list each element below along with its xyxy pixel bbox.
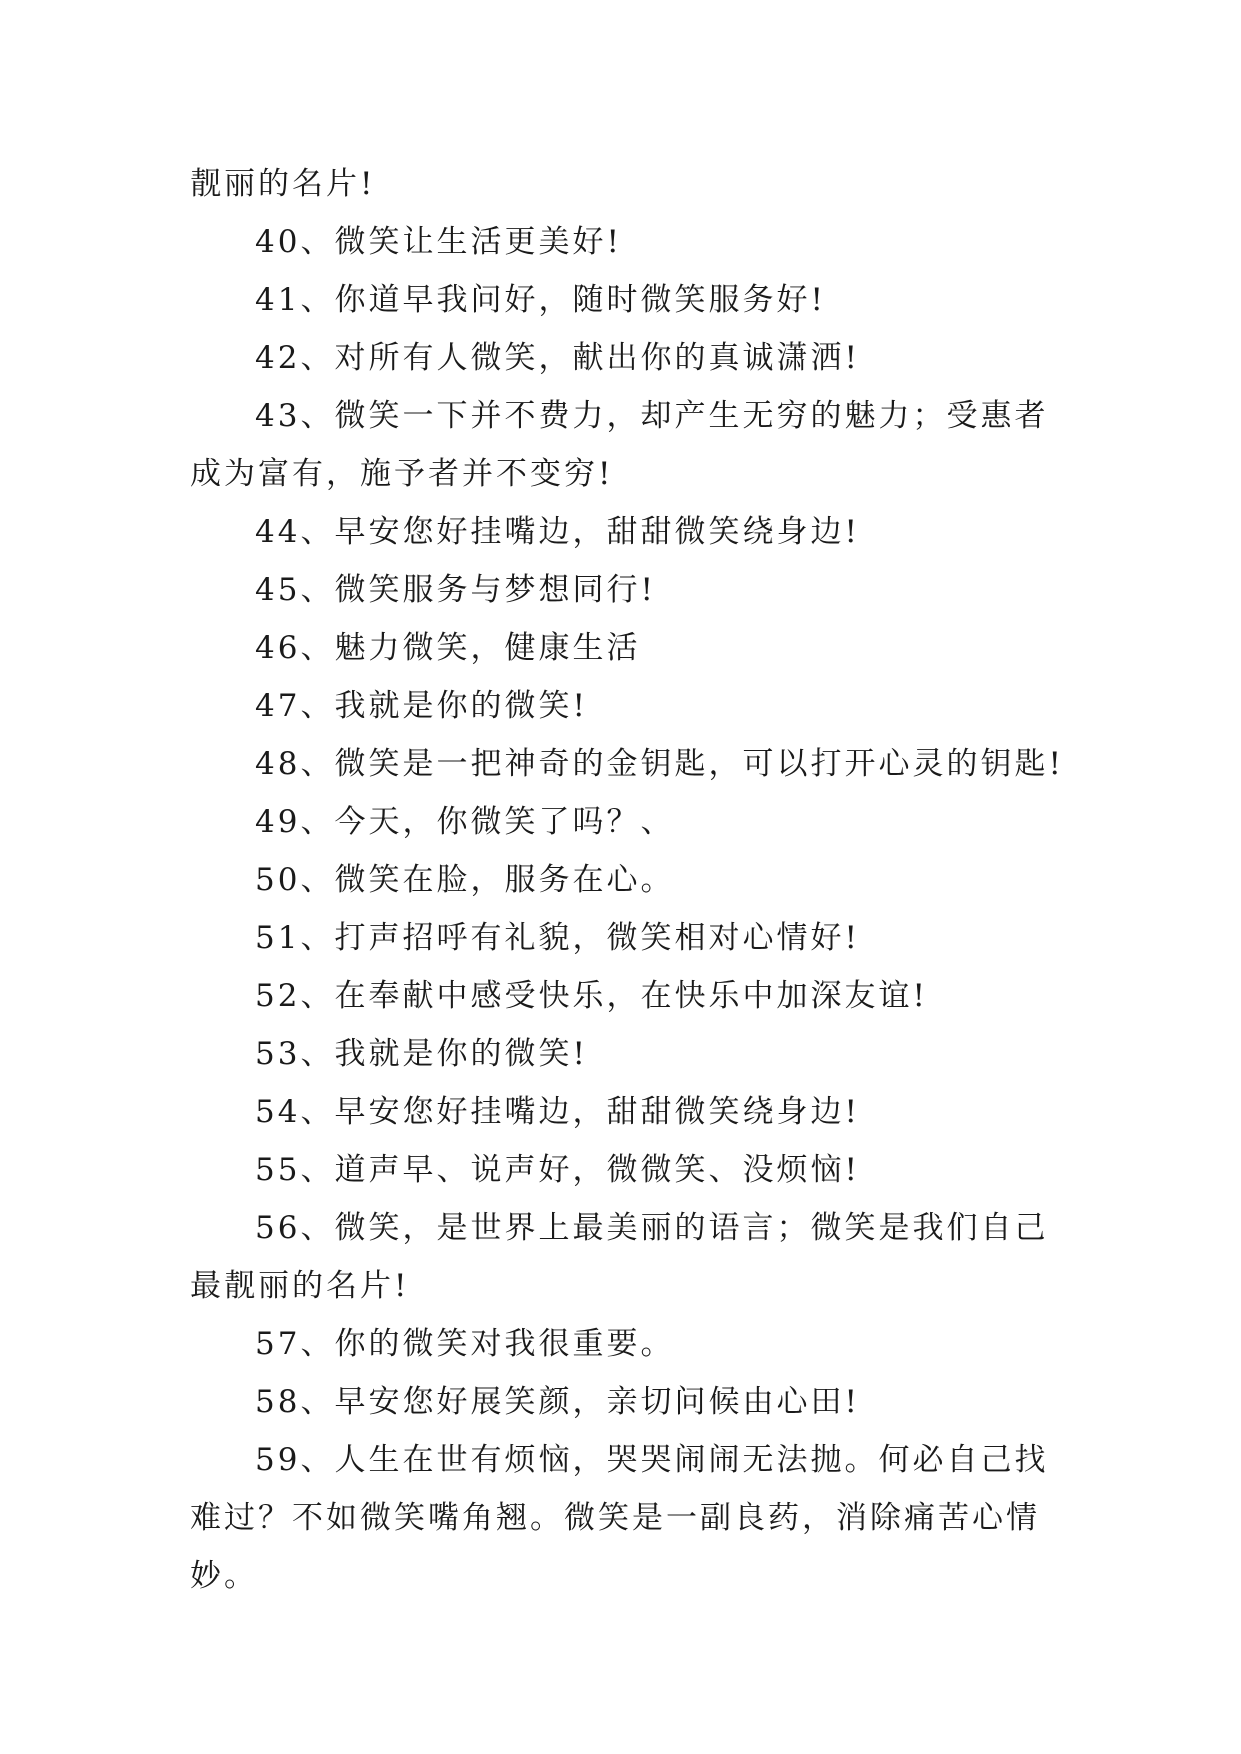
paragraph: 59、人生在世有烦恼，哭哭闹闹无法抛。何必自己找难过？不如微笑嘴角翘。微笑是一副良药，消除痛苦心情妙。 [190, 1442, 1049, 1594]
paragraph: 54、早安您好挂嘴边，甜甜微笑绕身边! [255, 1094, 860, 1130]
paragraph: 53、我就是你的微笑! [255, 1036, 588, 1072]
paragraph: 46、魅力微笑，健康生活 [255, 630, 641, 666]
paragraph: 41、你道早我问好，随时微笑服务好! [255, 282, 826, 318]
paragraph: 57、你的微笑对我很重要。 [255, 1326, 675, 1362]
document-body [190, 155, 1070, 1605]
paragraph: 44、早安您好挂嘴边，甜甜微笑绕身边! [255, 514, 860, 550]
paragraph: 45、微笑服务与梦想同行! [255, 572, 656, 608]
paragraph: 靓丽的名片! [190, 166, 376, 202]
paragraph: 51、打声招呼有礼貌，微笑相对心情好! [255, 920, 860, 956]
paragraph: 47、我就是你的微笑! [255, 688, 588, 724]
paragraph: 56、微笑，是世界上最美丽的语言；微笑是我们自己最靓丽的名片! [190, 1210, 1049, 1304]
paragraph: 49、今天，你微笑了吗？、 [255, 804, 675, 840]
paragraph: 58、早安您好展笑颜，亲切问候由心田! [255, 1384, 860, 1420]
paragraph: 52、在奉献中感受快乐，在快乐中加深友谊! [255, 978, 928, 1014]
paragraph: 40、微笑让生活更美好! [255, 224, 622, 260]
paragraph: 55、道声早、说声好，微微笑、没烦恼! [255, 1152, 860, 1188]
paragraph: 42、对所有人微笑，献出你的真诚潇洒! [255, 340, 860, 376]
paragraph: 50、微笑在脸，服务在心。 [255, 862, 675, 898]
paragraph: 43、微笑一下并不费力，却产生无穷的魅力；受惠者成为富有，施予者并不变穷! [190, 398, 1049, 492]
paragraph: 48、微笑是一把神奇的金钥匙，可以打开心灵的钥匙! [255, 746, 1064, 782]
